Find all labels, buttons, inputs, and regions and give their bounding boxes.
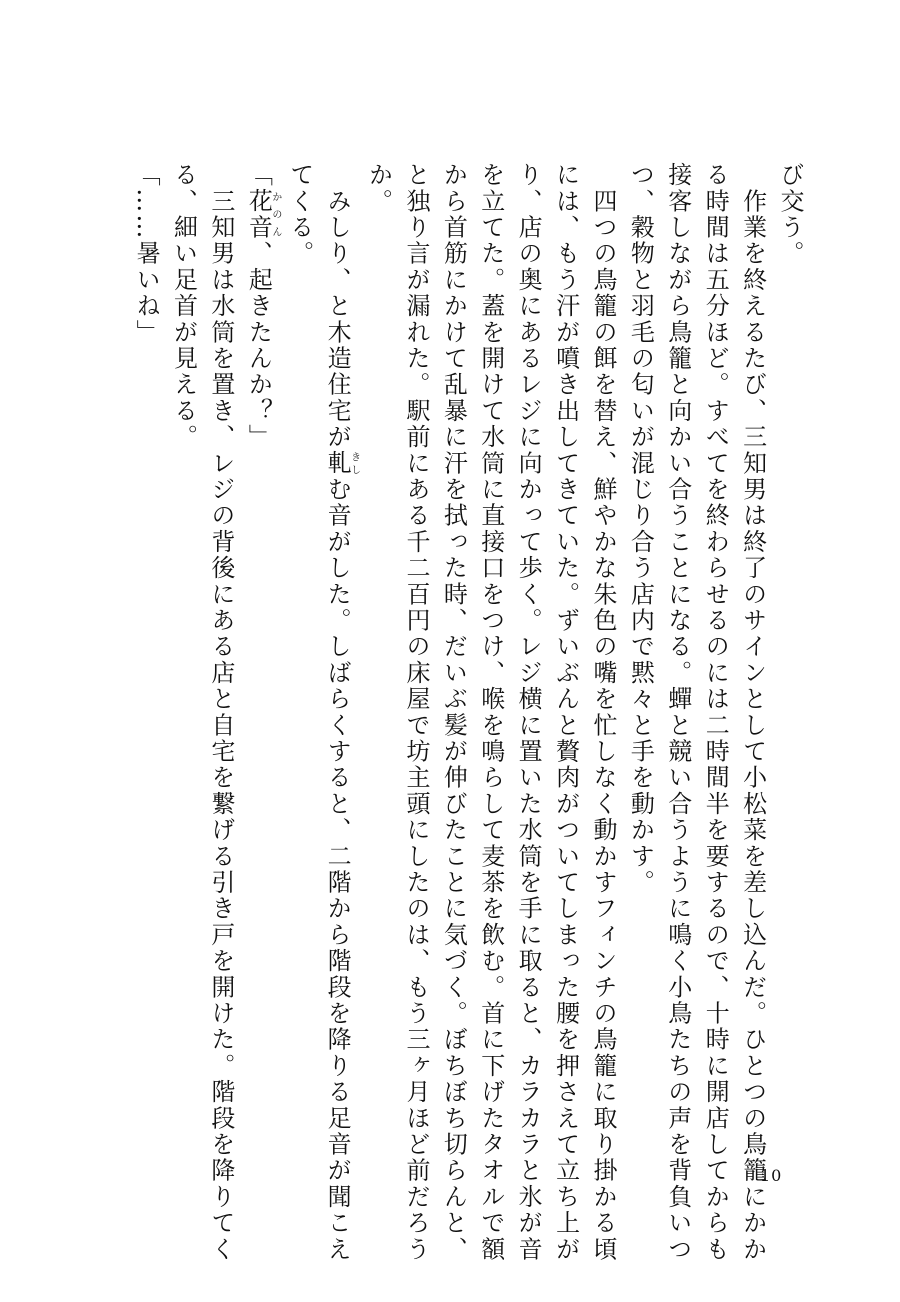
text-line: [164, 162, 201, 1162]
ruby-annotation: [244, 188, 281, 241]
text-segment: には、もう汗が噴き出してきていた。ずいぶんと贅肉がついてしまった腰を押さえて立ち上が: [551, 162, 580, 1263]
text-line: [202, 162, 239, 1263]
text-line: [239, 162, 280, 1162]
ruby-reading: かのん: [269, 188, 281, 241]
text-segment: つ、穀物と羽毛の匂いが混じり合う店内で黙々と手を動かす。: [626, 162, 655, 896]
text-segment: む音がした。しばらくすると、二階から階段を降りる足音が聞こえ: [323, 476, 352, 1263]
text-segment: る時間は五分ほど。すべてを終わらせるのには二時間半を要するので、十時に開店してからも: [701, 162, 730, 1263]
text-segment: 「: [244, 162, 273, 189]
text-line: [658, 162, 695, 1263]
text-segment: 四つの鳥籠の餌を替え、鮮やかな朱色の嘴を忙しなく動かすフィンチの鳥籠に取り掛かる頃: [588, 162, 617, 1263]
text-line: [509, 162, 546, 1263]
text-line: [434, 162, 471, 1263]
text-segment: か。: [364, 162, 393, 215]
text-line: [733, 162, 770, 1263]
text-segment: 、起きたんか？」: [244, 240, 273, 451]
text-segment: び交う。: [776, 162, 804, 267]
text-segment: 「……暑いね」: [132, 162, 161, 346]
ruby-annotation: [323, 450, 360, 477]
text-segment: を立てた。蓋を開けて水筒に直接口をつけ、喉を鳴らして麦茶を飲む。首に下げたタオルで額: [476, 162, 505, 1263]
text-line: [127, 162, 164, 1162]
text-line: [546, 162, 583, 1263]
text-line: [696, 162, 733, 1263]
text-line: [584, 162, 621, 1263]
text-segment: り、店の奥にあるレジに向かって歩く。レジ横に置いた水筒を手に取ると、カラカラと氷が音: [514, 162, 543, 1263]
ruby-base: 軋: [323, 450, 352, 477]
text-segment: る、細い足首が見える。: [169, 162, 198, 451]
text-segment: 三知男は水筒を置き、レジの背後にある店と自宅を繋げる引き戸を開けた。階段を降りてく: [206, 162, 235, 1263]
ruby-reading: きし: [348, 450, 360, 477]
text-segment: みしり、と木造住宅が: [323, 162, 352, 451]
text-line: [318, 162, 360, 1263]
text-segment: てくる。: [285, 162, 314, 267]
text-line: [471, 162, 508, 1263]
text-segment: と独り言が漏れた。駅前にある千二百円の床屋で坊主頭にしたのは、もう三ヶ月ほど前だろう: [401, 162, 430, 1263]
text-line: [621, 162, 658, 1162]
ruby-base: 花音: [244, 188, 273, 241]
text-segment: から首筋にかけて乱暴に汗を拭った時、だいぶ髪が伸びたことに気づく。ぼちぼち切らんと、: [439, 162, 468, 1263]
text-segment: 接客しながら鳥籠と向かい合うことになる。蟬と競い合うように鳴く小鳥たちの声を背負いつ: [663, 162, 692, 1263]
text-line: [359, 162, 396, 1162]
text-segment: 作業を終えるたび、三知男は終了のサインとして小松菜を差し込んだ。ひとつの鳥籠にかか: [738, 162, 767, 1263]
page-number: 10: [760, 1166, 783, 1185]
text-line: [397, 162, 434, 1263]
text-line: [280, 162, 317, 1162]
text-line: [771, 162, 808, 1162]
